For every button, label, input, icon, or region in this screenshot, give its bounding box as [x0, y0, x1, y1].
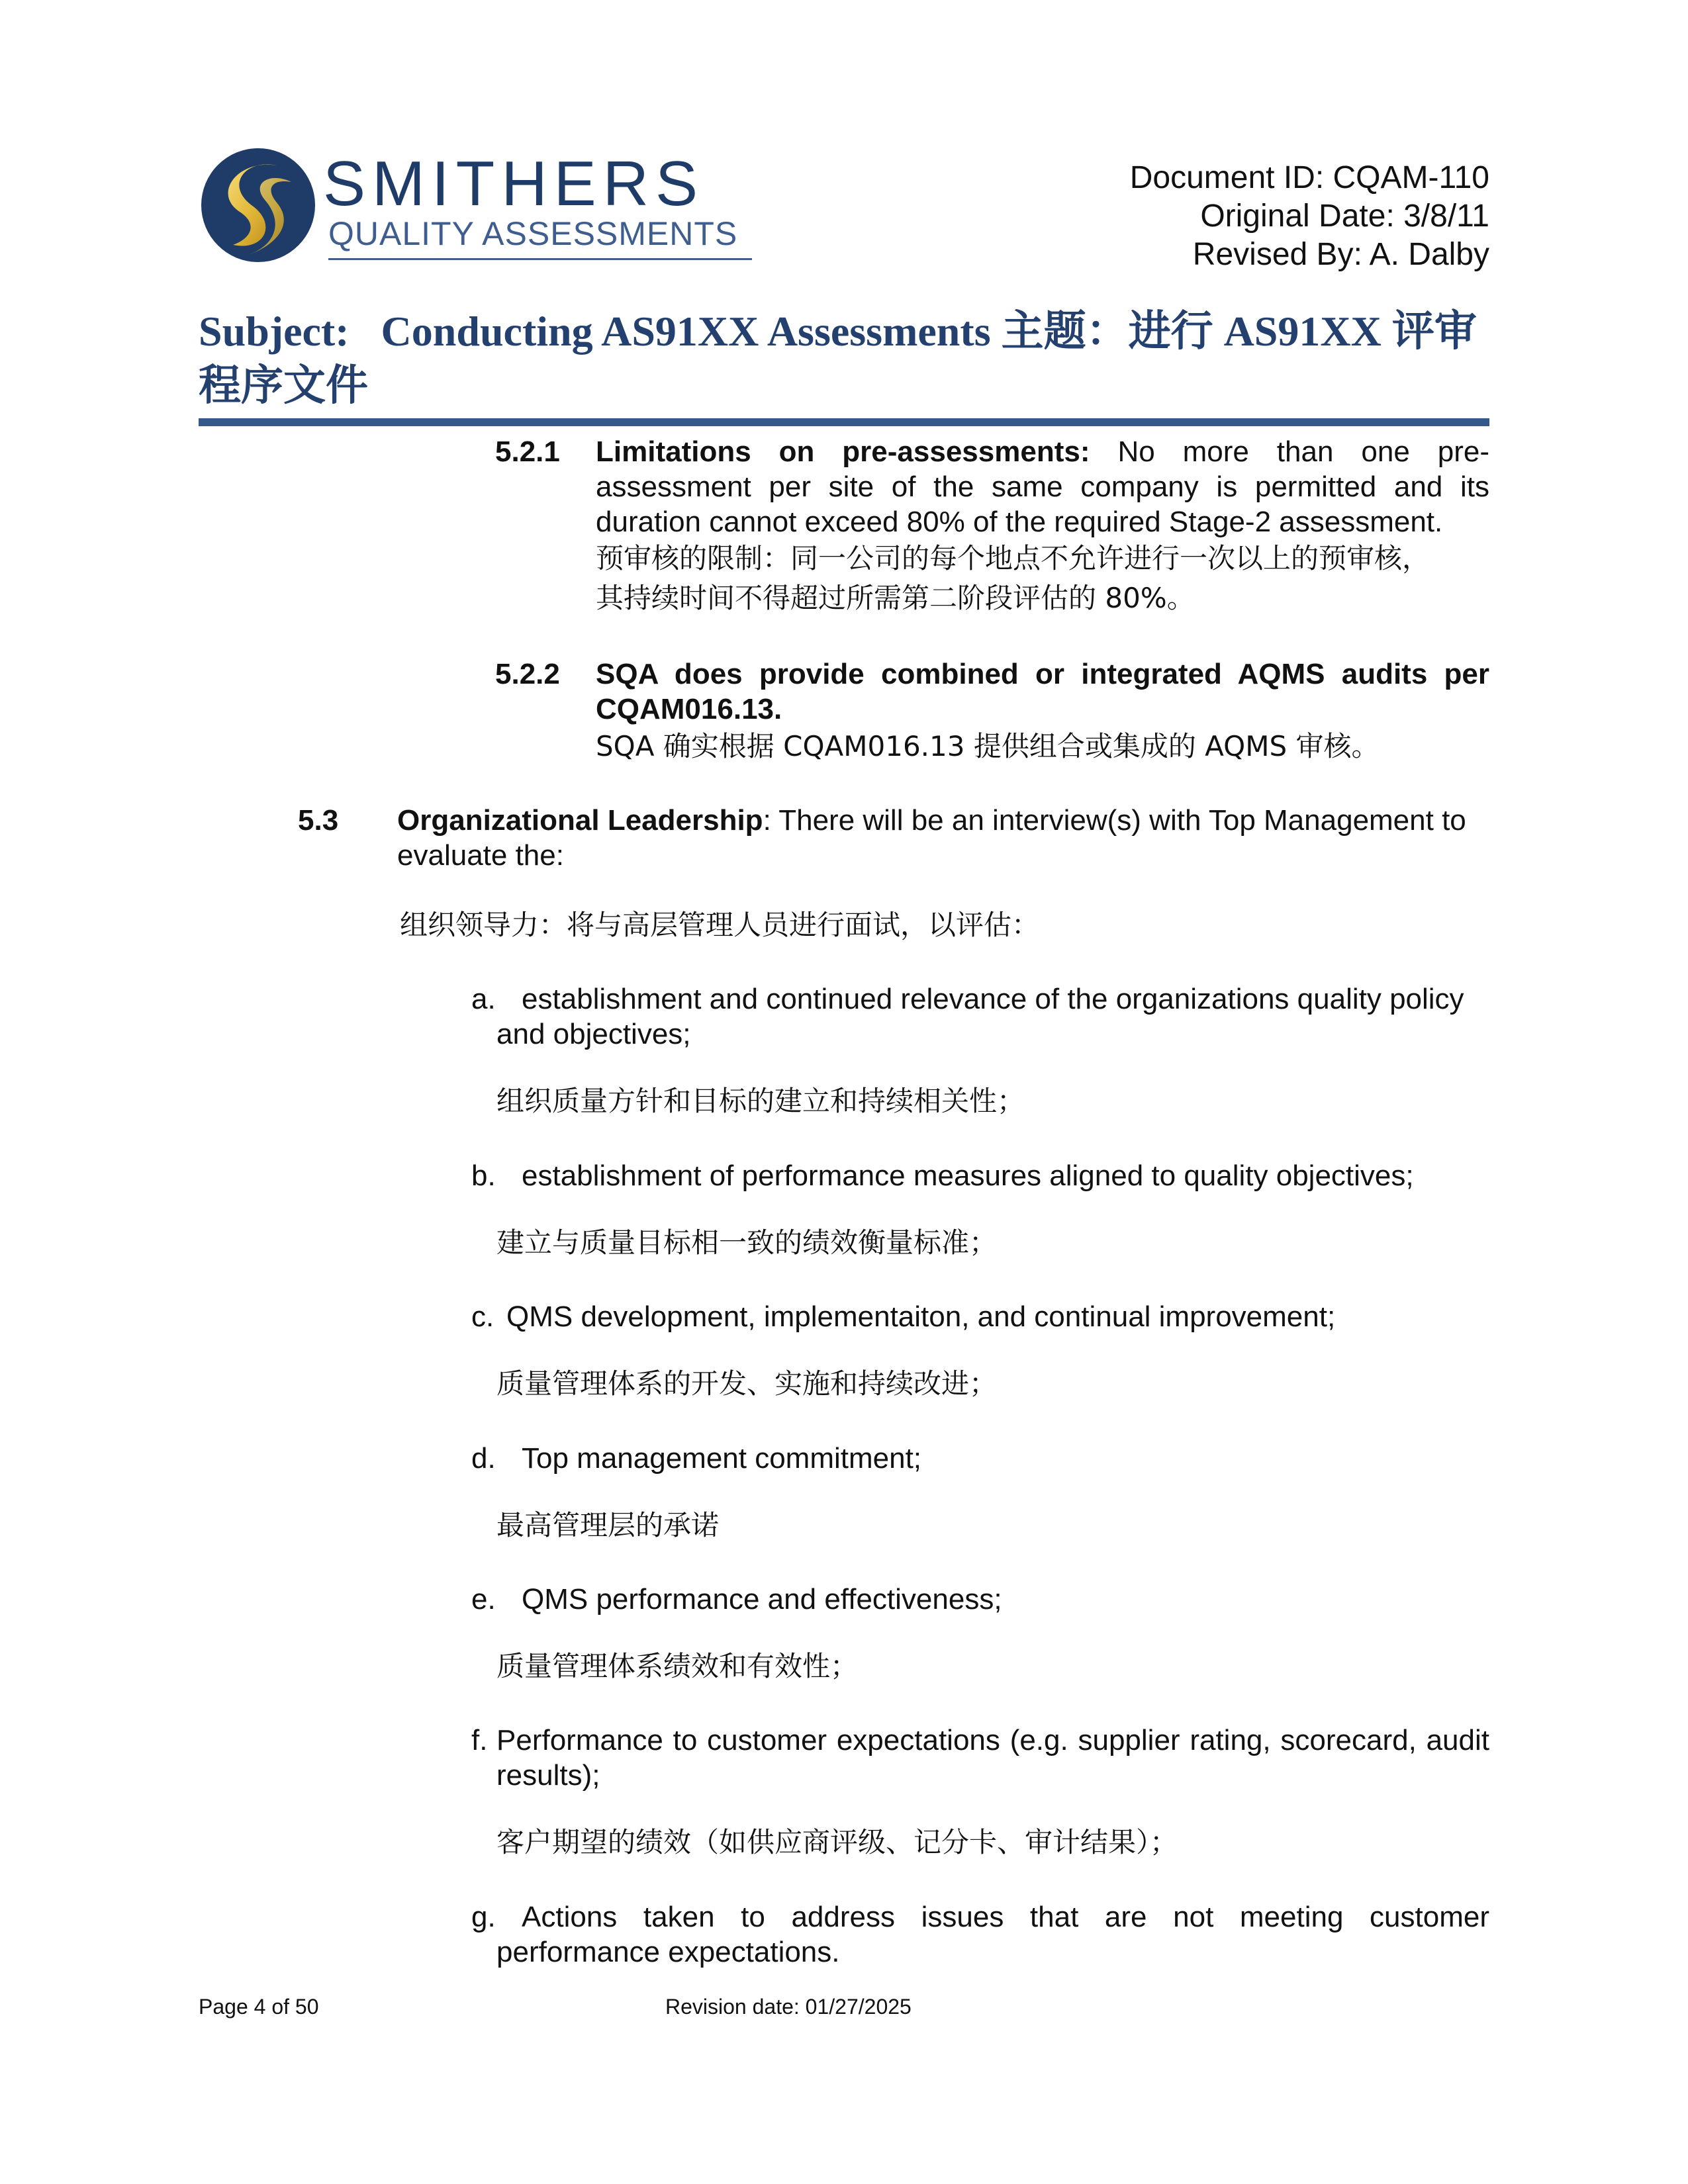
item-f-marker: f. — [471, 1724, 488, 1756]
subject-title: Conducting AS91XX Assessments 主题：进行 AS91XX 评审程序文件 — [199, 308, 1477, 409]
document-id: Document ID: CQAM-110 — [1129, 160, 1489, 195]
revision-date: Revision date: 01/27/2025 — [665, 1995, 912, 2019]
company-logo — [199, 146, 755, 265]
section-5-3-cn: 组织领导力：将与高层管理人员进行面试，以评估： — [400, 909, 1040, 941]
section-number-5-2-2: 5.2.2 — [495, 658, 560, 690]
section-5-2-1-text — [596, 434, 1489, 539]
item-c-text: QMS development, implementaiton, and continual improvement; — [506, 1300, 1336, 1333]
section-5-2-1-heading: Limitations on pre-assessments: — [596, 435, 1090, 468]
logo-emblem-icon — [199, 146, 318, 265]
logo-divider — [328, 258, 752, 260]
item-e-cn: 质量管理体系绩效和有效性； — [496, 1650, 859, 1682]
item-f-text: Performance to customer expectations (e.g. supplier rating, scorecard, audit results); — [496, 1724, 1489, 1792]
item-f-cn: 客户期望的绩效（如供应商评级、记分卡、审计结果）； — [496, 1826, 1178, 1858]
item-a-marker: a. — [471, 983, 496, 1015]
section-number-5-3: 5.3 — [298, 804, 339, 837]
section-5-2-2-cn: SQA 确实根据 CQAM016.13 提供组合或集成的 AQMS 审核。 — [596, 730, 1380, 762]
subject-heading — [199, 304, 1489, 413]
item-a-text: establishment and continued relevance of the organizations quality policy and objectives; — [496, 983, 1464, 1050]
item-b-text: establishment of performance measures aligned to quality objectives; — [522, 1160, 1414, 1192]
item-d-cn: 最高管理层的承诺 — [496, 1509, 720, 1541]
subject-label: Subject: — [199, 308, 350, 355]
item-a-cn: 组织质量方针和目标的建立和持续相关性； — [496, 1085, 1025, 1117]
document-info — [1130, 159, 1489, 274]
item-c-cn: 质量管理体系的开发、实施和持续改进； — [496, 1367, 998, 1400]
item-b-marker: b. — [471, 1160, 496, 1192]
revised-by: Revised By: A. Dalby — [1192, 237, 1489, 272]
section-5-3-text — [397, 803, 1489, 873]
section-5-2-1-cn-line2: 其持续时间不得超过所需第二阶段评估的 80%。 — [596, 582, 1195, 614]
section-5-2-2-heading: SQA does provide combined or integrated AQMS audits per CQAM016.13. — [596, 658, 1489, 725]
section-5-3-body: : There will be an interview(s) with Top Management to evaluate the: — [397, 804, 1466, 872]
item-e-text: QMS performance and effectiveness; — [522, 1583, 1002, 1615]
item-d-text: Top management commitment; — [522, 1442, 922, 1475]
item-g-marker: g. — [471, 1901, 496, 1933]
section-5-2-1-body: No more than one pre-assessment per site of the same company is permitted and its duration cannot exceed 80% of the required Stage-2 assessment. — [596, 435, 1489, 538]
logo-wordmark: SMITHERS — [323, 148, 705, 219]
item-d-marker: d. — [471, 1442, 496, 1475]
section-number-5-2-1: 5.2.1 — [495, 435, 560, 468]
section-5-2-1-cn-line1: 预审核的限制：同一公司的每个地点不允许进行一次以上的预审核， — [596, 542, 1430, 574]
page-number: Page 4 of 50 — [199, 1995, 319, 2019]
item-g-text: Actions taken to address issues that are not meeting customer performance expectations. — [496, 1901, 1489, 1968]
item-c-marker: c. — [471, 1300, 494, 1333]
header-divider — [199, 418, 1489, 426]
logo-tagline: QUALITY ASSESSMENTS — [328, 215, 738, 252]
item-e-marker: e. — [471, 1583, 496, 1615]
original-date: Original Date: 3/8/11 — [1200, 199, 1489, 234]
item-b-cn: 建立与质量目标相一致的绩效衡量标准； — [496, 1226, 998, 1259]
section-5-3-heading: Organizational Leadership — [397, 804, 763, 837]
